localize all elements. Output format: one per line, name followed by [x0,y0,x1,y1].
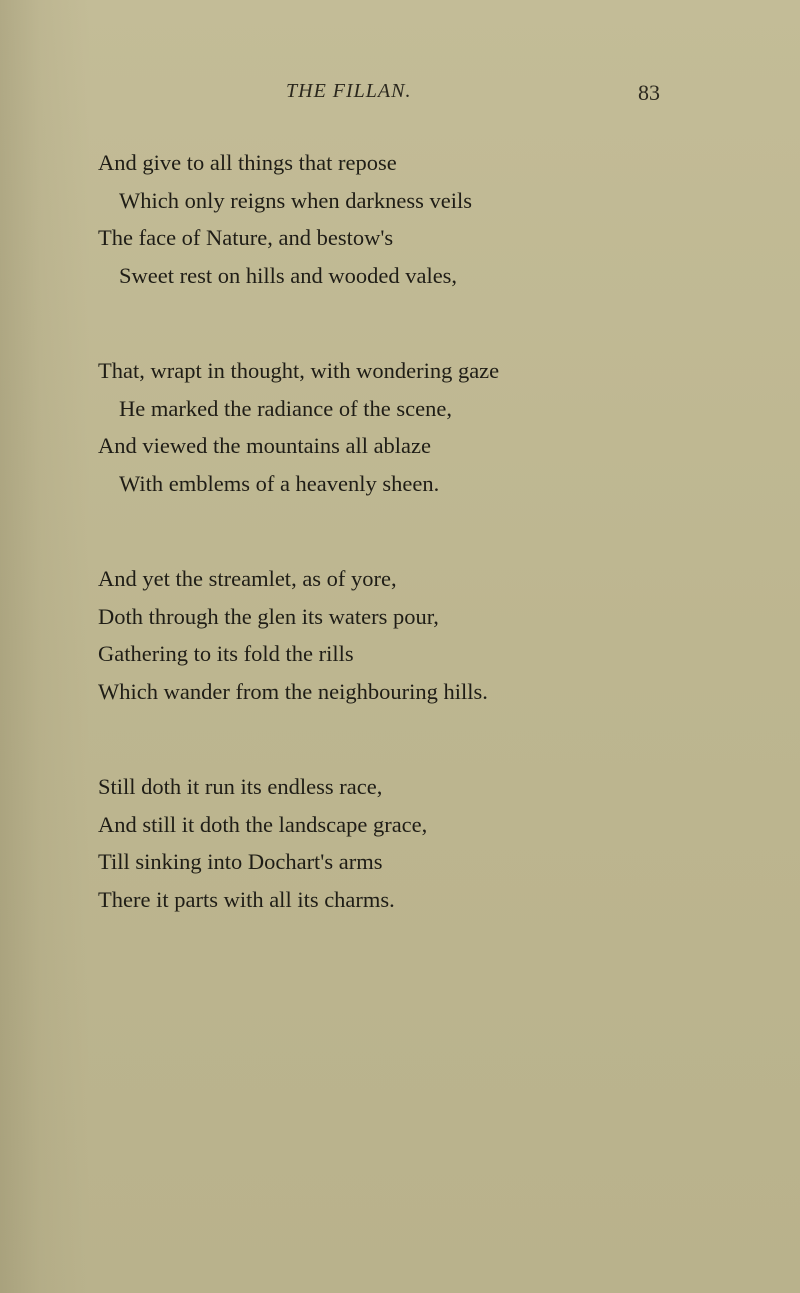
stanza-4 [0,772,800,922]
page-number: 83 [638,80,660,105]
poem-line: Still doth it run its endless race, [98,774,383,799]
poem-line: The face of Nature, and bestow's [98,225,394,250]
running-head [0,80,800,110]
poem-line: Which only reigns when darkness veils [119,187,473,213]
stanza-3 [0,564,800,714]
poem-line: Till sinking into Dochart's arms [98,849,383,874]
stanza-2 [0,356,800,506]
poem-line: Which wander from the neighbouring hills. [98,678,488,704]
poem-line: Sweet rest on hills and wooded vales, [119,262,458,288]
poem-line: And viewed the mountains all ablaze [98,433,432,458]
poem-line: That, wrapt in thought, with wondering gaze [98,358,500,383]
stanza-1 [0,148,800,298]
poem-line: And still it doth the landscape grace, [98,811,428,837]
poem-line: There it parts with all its charms. [98,886,395,912]
poem-line: With emblems of a heavenly sheen. [119,470,440,496]
poem-line: And yet the streamlet, as of yore, [98,566,397,591]
poem-line: Doth through the glen its waters pour, [98,603,439,629]
running-title: THE FILLAN. [286,80,412,102]
poem [0,148,800,980]
poem-line: Gathering to its fold the rills [98,641,354,666]
poem-line: He marked the radiance of the scene, [119,395,452,421]
poem-line: And give to all things that repose [98,150,397,175]
